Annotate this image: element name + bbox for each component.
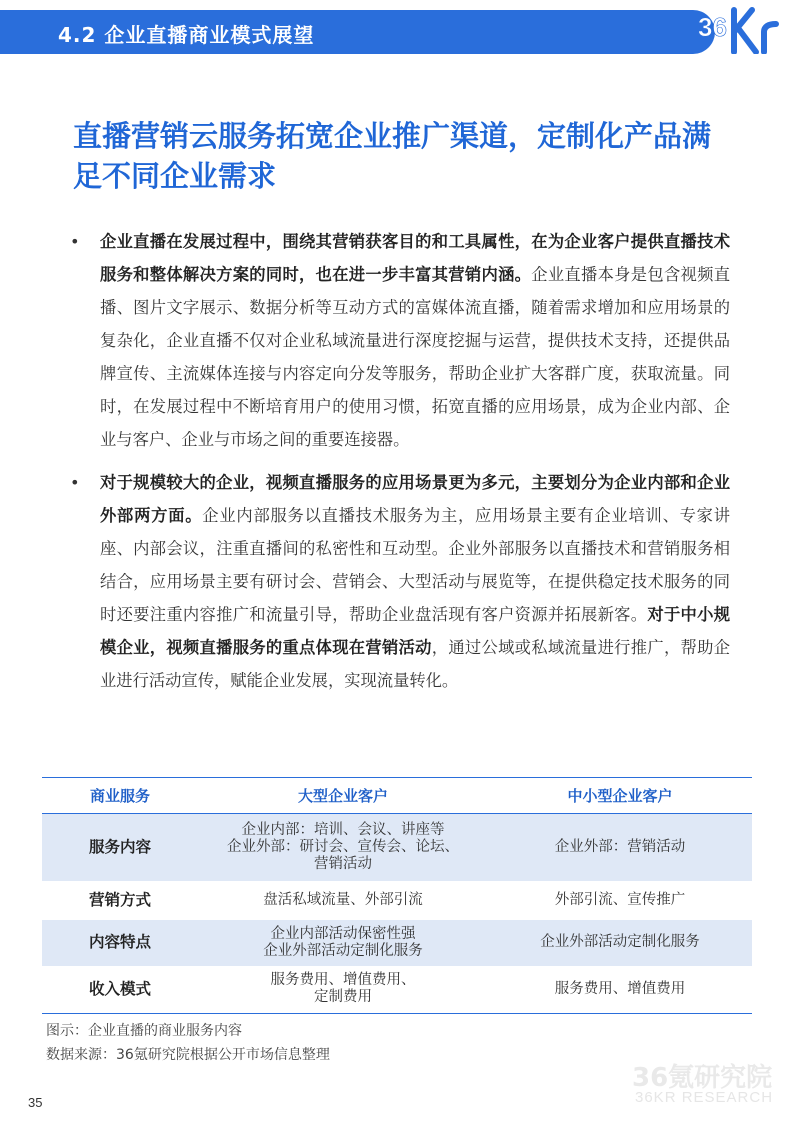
bullet-bold-text: 对于规模较大的企业，视频直播服务的应用场景更为多元，主要划分为企业内部和企业外部两方面。: [100, 473, 730, 525]
large-client-cell: [198, 814, 488, 882]
page-number: 35: [28, 1095, 43, 1110]
table-header-service: 商业服务: [42, 778, 198, 814]
bullet-text: 企业内部服务以直播技术服务为主，应用场景主要有企业培训、专家讲座、内部会议，注重直播间的私密性和互动型。企业外部服务以直播技术和营销服务相结合，应用场景主要有研讨会、营销会、大型活动与展览等，在提供稳定技术服务的同时还要注重内容推广和流量引导，帮助企业盘活现有客户资源并拓展新客。: [100, 506, 730, 624]
cell-line: 企业外部：研讨会、宣传会、论坛、: [227, 839, 459, 855]
cell-line: 企业外部：营销活动: [554, 839, 686, 855]
small-client-cell: [488, 920, 752, 966]
table-row: [42, 814, 752, 882]
bullet-dot-icon: •: [70, 232, 80, 251]
row-label: 收入模式: [42, 966, 198, 1014]
bullet-dot-icon: •: [70, 473, 80, 492]
cell-line: 服务费用、增值费用、: [270, 972, 416, 989]
row-label: 营销方式: [88, 891, 151, 910]
bullet-item: [70, 225, 730, 456]
large-client-cell: [198, 920, 488, 966]
section-title: 4.2 企业直播商业模式展望: [58, 23, 315, 47]
bullet-item: [70, 466, 730, 697]
cell-line: 外部引流、宣传推广: [554, 892, 686, 909]
table-header-large-clients: 大型企业客户: [198, 778, 488, 814]
cell-line: 企业内部活动保密性强: [270, 925, 416, 942]
table-row: [42, 966, 752, 1014]
bullet-list: [70, 225, 730, 707]
watermark-en: 36KR RESEARCH: [635, 1089, 774, 1106]
row-label: 内容特点: [42, 920, 198, 966]
cell-line: 企业外部活动定制化服务: [540, 934, 700, 950]
row-label: 服务内容: [42, 814, 198, 882]
small-client-cell: [488, 882, 752, 920]
cell-line: 企业外部活动定制化服务: [263, 942, 423, 959]
small-client-cell: [488, 966, 752, 1014]
page-heading: 直播营销云服务拓宽企业推广渠道，定制化产品满足不同企业需求: [73, 119, 712, 193]
cell-line: 盘活私域流量、外部引流: [263, 892, 423, 909]
data-source: 数据来源：36氪研究院根据公开市场信息整理: [46, 1047, 330, 1063]
small-client-cell: [488, 814, 752, 882]
bullet-bold-text: 企业直播在发展过程中，围绕其营销获客目的和工具属性，在为企业客户提供直播技术服务和整体解决方案的同时，也在进一步丰富其营销内涵。: [100, 232, 730, 284]
table-row: [42, 920, 752, 966]
figure-title: 图示：企业直播的商业服务内容: [46, 1023, 242, 1039]
table-row: [42, 882, 752, 920]
cell-line: 定制费用: [314, 989, 372, 1006]
cell-line: 营销活动: [314, 856, 372, 872]
bullet-text: 企业直播本身是包含视频直播、图片文字展示、数据分析等互动方式的富媒体流直播，随着需求增加和应用场景的复杂化，企业直播不仅对企业私域流量进行深度挖掘与运营，提供技术支持，还提供品牌宣传、主流媒体连接与内容定向分发等服务，帮助企业扩大客群广度，获取流量。同时，在发展过程中不断培育用户的使用习惯，拓宽直播的应用场景，成为企业内部、企业与客户、企业与市场之间的重要连接器。: [100, 265, 730, 449]
36kr-logo-icon: [698, 2, 794, 54]
watermark-cn: 36氪研究院: [632, 1063, 773, 1093]
cell-line: 服务费用、增值费用: [554, 980, 686, 997]
bullet-bold-text: 对于中小规模企业，视频直播服务的重点体现在营销活动: [100, 605, 730, 657]
cell-line: 企业内部：培训、会议、讲座等: [241, 822, 445, 838]
svg-text:36: 36: [698, 12, 727, 42]
figure-caption: [46, 1019, 330, 1067]
large-client-cell: [198, 882, 488, 920]
large-client-cell: [198, 966, 488, 1014]
business-services-table: [42, 777, 752, 1014]
table-header-small-clients: 中小型企业客户: [488, 778, 752, 814]
bullet-text: ，通过公域或私域流量进行推广，帮助企业进行活动宣传，赋能企业发展，实现流量转化。: [100, 638, 730, 690]
